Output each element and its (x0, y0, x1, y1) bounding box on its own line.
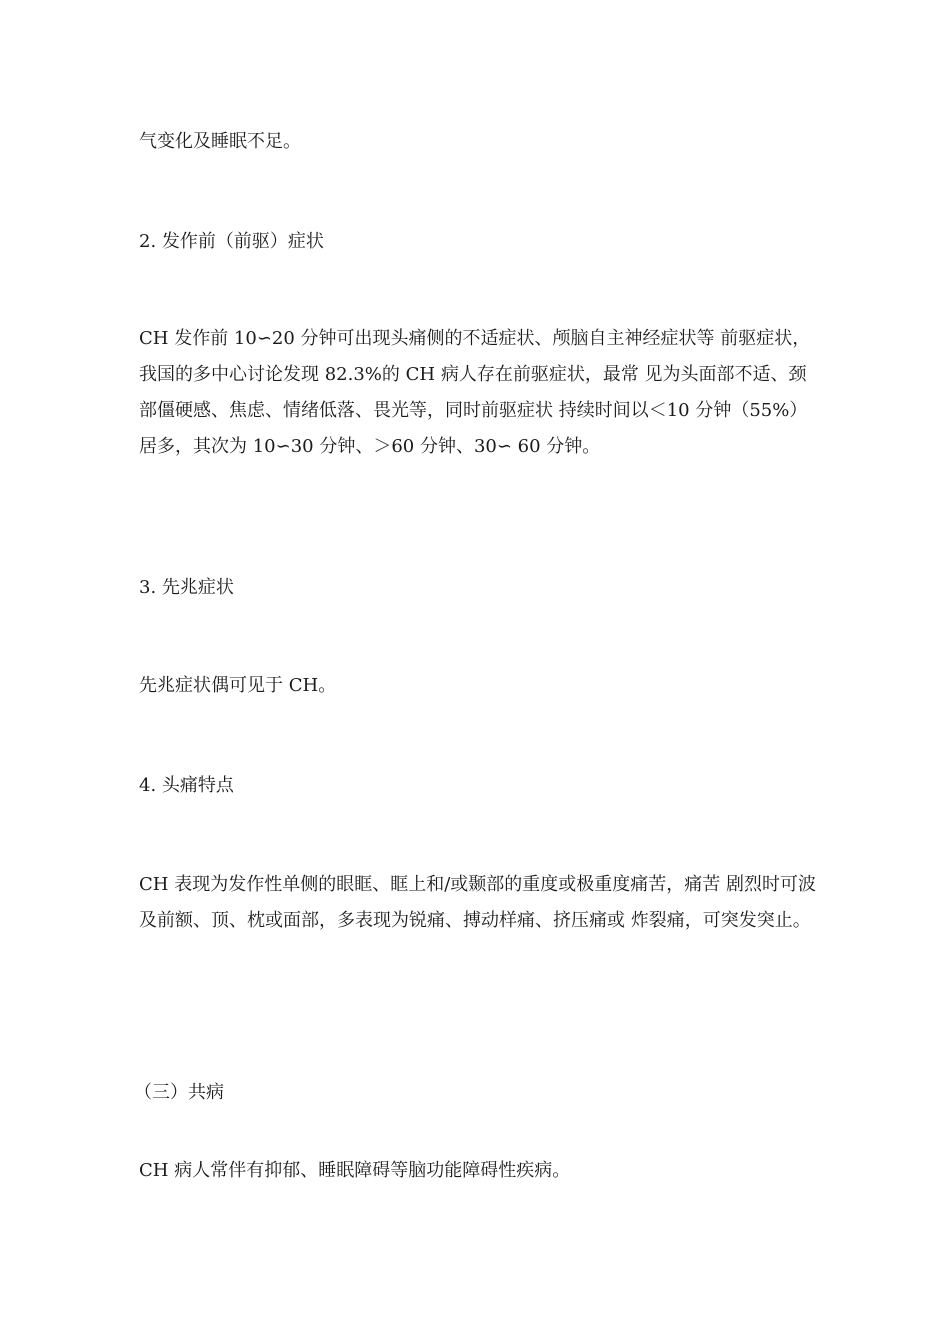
section-heading-headache: 4. 头痛特点 (139, 775, 234, 796)
paragraph-aura: 先兆症状偶可见于 CH。 (139, 675, 337, 696)
paragraph-prodrome: CH 发作前 10∽20 分钟可出现头痛侧的不适症状、颅脑自主神经症状等 前驱症状，我国的多中心讨论发现 82.3%的 CH 病人存在前驱症状，最常 见为头面部不适、颈部僵硬感、焦虑、情绪低落、畏光等，同时前驱症状 持续时间以＜10 分钟（55%）居多，其次为 10∽30 分钟、＞60 分钟、30∽ 60 分钟。 (139, 328, 811, 457)
paragraph-comorbidity: CH 病人常伴有抑郁、睡眠障碍等脑功能障碍性疾病。 (139, 1160, 571, 1181)
section-heading-aura: 3. 先兆症状 (139, 577, 234, 598)
paragraph-headache: CH 表现为发作性单侧的眼眶、眶上和/或颞部的重度或极重度痛苦，痛苦 剧烈时可波及前额、顶、枕或面部，多表现为锐痛、搏动样痛、挤压痛或 炸裂痛，可突发突止。 (139, 874, 816, 931)
section-heading-prodrome: 2. 发作前（前驱）症状 (139, 231, 324, 252)
section-heading-comorbidity: （三）共病 (134, 1082, 224, 1103)
paragraph-continuation: 气变化及睡眠不足。 (139, 131, 301, 152)
